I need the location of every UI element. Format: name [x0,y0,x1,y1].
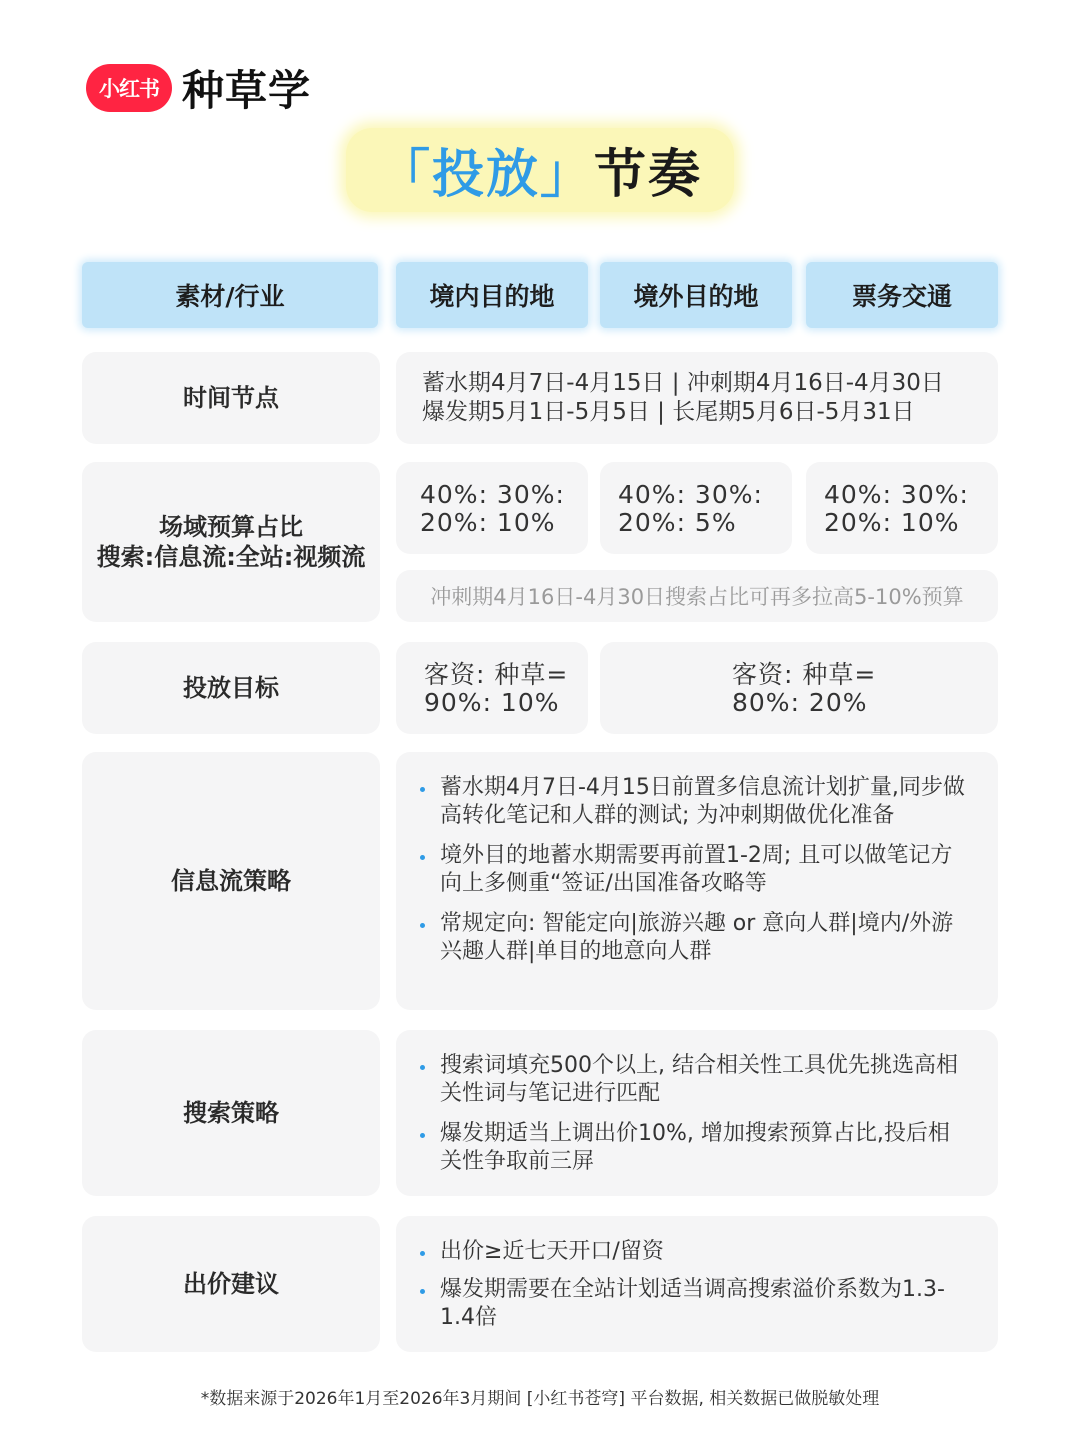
bid-bullet-2: 爆发期需要在全站计划适当调高搜索溢价系数为1.3-1.4倍 [418,1276,966,1332]
title-rest: 节奏 [594,145,703,205]
goal-other-l2: 80%: 20% [732,688,868,717]
label-goal: 投放目标 [82,642,380,734]
bid-bullet-1: 出价≥近七天开口/留资 [418,1238,966,1266]
title-accent: 投放 [431,145,540,205]
label-bid: 出价建议 [82,1216,380,1352]
label-feed: 信息流策略 [82,752,380,1010]
goal-other-l1: 客资: 种草= [732,660,877,689]
label-budget-title: 场域预算占比 [159,513,303,541]
xiaohongshu-logo: 小红书 [86,64,172,112]
title-text [340,132,740,207]
footer-note: *数据来源于2026年1月至2026年3月期间 [小红书苍穹] 平台数据, 相关数据已做脱敏处理 [200,1389,880,1409]
goal-domestic-l1: 客资: 种草= [424,660,569,689]
time-card [396,352,998,444]
label-time: 时间节点 [82,352,380,444]
time-line-1: 蓄水期4月7日-4月15日 | 冲刺期4月16日-4月30日 [422,370,944,396]
time-line-2: 爆发期5月1日-5月5日 | 长尾期5月6日-5月31日 [422,399,915,425]
brand-name: 种草学 [182,66,312,115]
header-domestic: 境内目的地 [396,262,588,328]
title-open-bracket: 「 [377,145,432,205]
bid-card [396,1216,998,1352]
search-card [396,1030,998,1196]
budget-overseas-l1: 40%: 30%: [618,480,763,509]
bid-list [418,1238,966,1332]
label-budget-sub: 搜索:信息流:全站:视频流 [96,543,366,571]
budget-note: 冲刺期4月16日-4月30日搜索占比可再多拉高5-10%预算 [396,570,998,622]
brand [86,58,311,118]
budget-ticket-l2: 20%: 10% [824,508,960,537]
label-budget [82,462,380,622]
header-category: 素材/行业 [82,262,378,328]
title-close-bracket: 」 [540,145,595,205]
feed-bullet-3: 常规定向: 智能定向|旅游兴趣 or 意向人群|境内/外游兴趣人群|单目的地意向人群 [418,910,966,966]
budget-ticket-l1: 40%: 30%: [824,480,969,509]
search-bullet-1: 搜索词填充500个以上, 结合相关性工具优先挑选高相关性词与笔记进行匹配 [418,1052,966,1108]
feed-card [396,752,998,1010]
goal-other [600,642,998,734]
budget-domestic-l2: 20%: 10% [420,508,556,537]
header-ticket: 票务交通 [806,262,998,328]
page-title [340,118,740,214]
search-list [418,1052,966,1176]
header-overseas: 境外目的地 [600,262,792,328]
budget-domestic [396,462,588,554]
search-bullet-2: 爆发期适当上调出价10%, 增加搜索预算占比,投后相关性争取前三屏 [418,1120,966,1176]
budget-ticket [806,462,998,554]
feed-bullet-1: 蓄水期4月7日-4月15日前置多信息流计划扩量,同步做高转化笔记和人群的测试; 为冲刺期做优化准备 [418,774,966,830]
budget-domestic-l1: 40%: 30%: [420,480,565,509]
goal-domestic-l2: 90%: 10% [424,688,560,717]
budget-overseas [600,462,792,554]
feed-bullet-2: 境外目的地蓄水期需要再前置1-2周; 且可以做笔记方向上多侧重“签证/出国准备攻略等 [418,842,966,898]
goal-domestic [396,642,588,734]
feed-list [418,774,966,966]
budget-overseas-l2: 20%: 5% [618,508,737,537]
label-search: 搜索策略 [82,1030,380,1196]
